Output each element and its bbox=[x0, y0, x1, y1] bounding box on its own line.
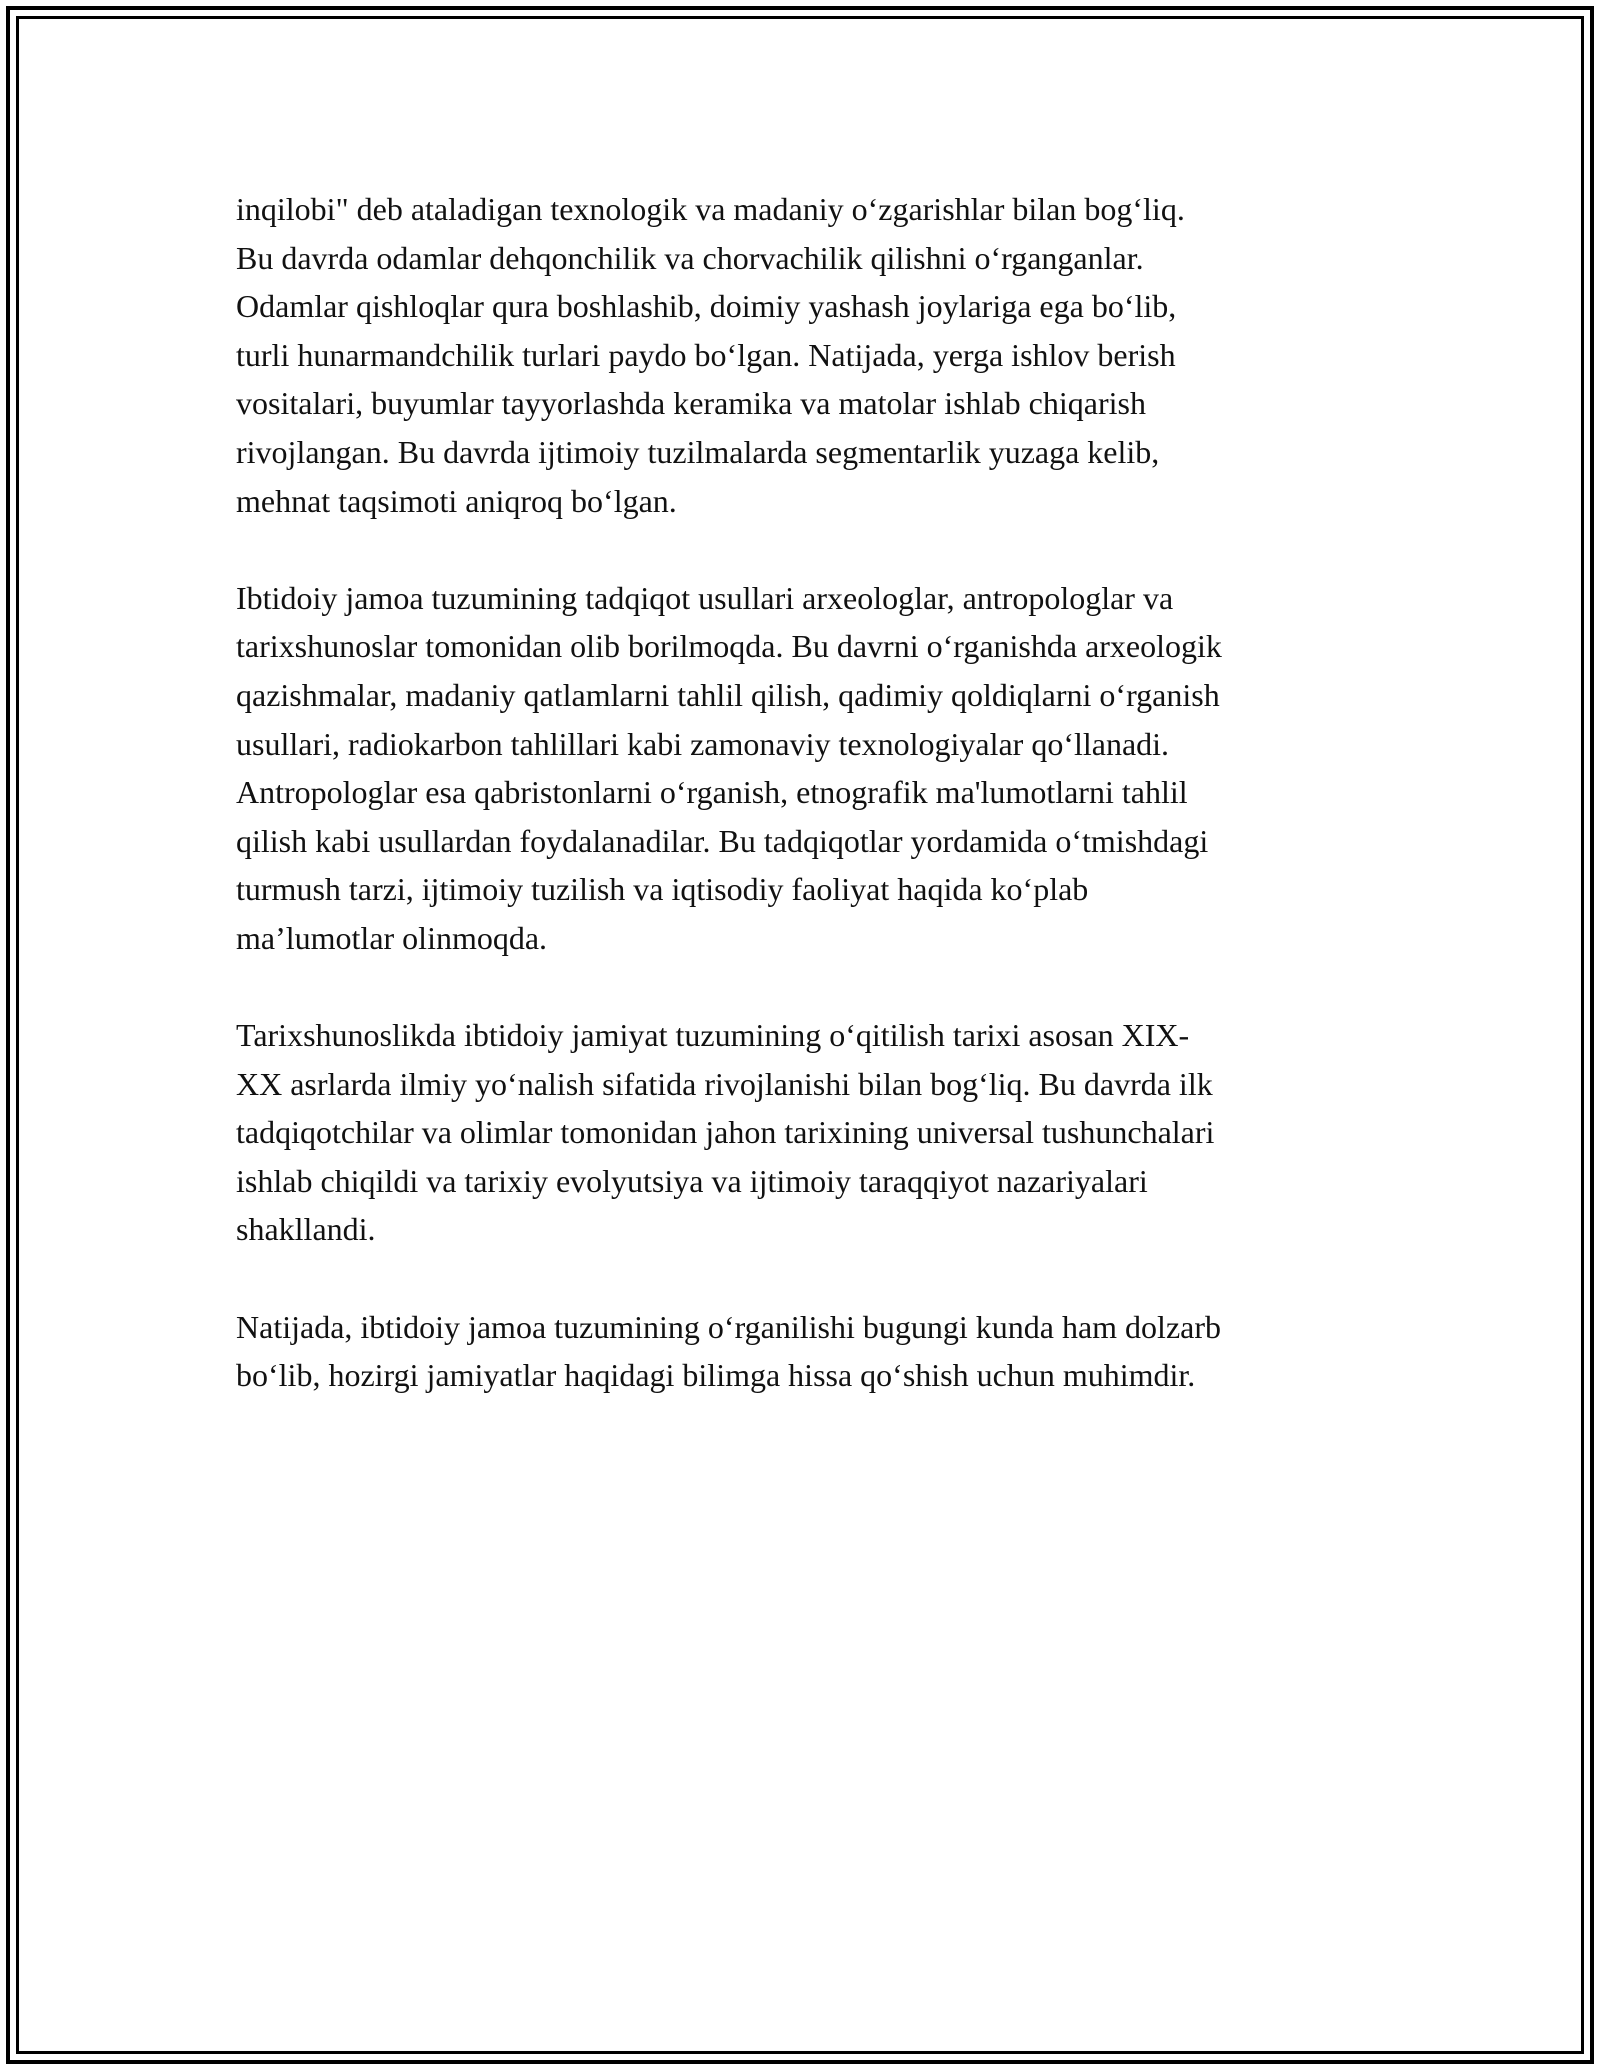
text-line: turmush tarzi, ijtimoiy tuzilish va iqtisodiy faoliyat haqida ko‘plab bbox=[236, 871, 1089, 908]
paragraph-4 bbox=[236, 1303, 1386, 1400]
text-line: bo‘lib, hozirgi jamiyatlar haqidagi bilimga hissa qo‘shish uchun muhimdir. bbox=[236, 1357, 1196, 1394]
text-line: Ibtidoiy jamoa tuzumining tadqiqot usullari arxeologlar, antropologlar va bbox=[236, 579, 1174, 616]
text-line: Antropologlar esa qabristonlarni o‘rganish, etnografik ma'lumotlarni tahlil bbox=[236, 774, 1188, 811]
text-line: Bu davrda odamlar dehqonchilik va chorvachilik qilishni o‘rganganlar. bbox=[236, 239, 1144, 276]
text-line: inqilobi" deb ataladigan texnologik va madaniy o‘zgarishlar bilan bog‘liq. bbox=[236, 191, 1185, 227]
text-line: mehnat taqsimoti aniqroq bo‘lgan. bbox=[236, 482, 677, 519]
text-line: qazishmalar, madaniy qatlamlarni tahlil qilish, qadimiy qoldiqlarni o‘rganish bbox=[236, 676, 1220, 713]
document-body bbox=[236, 185, 1386, 1448]
text-line: Natijada, ibtidoiy jamoa tuzumining o‘rganilishi bugungi kunda ham dolzarb bbox=[236, 1308, 1221, 1345]
text-line: vositalari, buyumlar tayyorlashda keramika va matolar ishlab chiqarish bbox=[236, 385, 1146, 422]
paragraph-2 bbox=[236, 574, 1386, 963]
text-line: Tarixshunoslikda ibtidoiy jamiyat tuzumining o‘qitilish tarixi asosan XIX- bbox=[236, 1017, 1190, 1054]
text-line: tadqiqotchilar va olimlar tomonidan jahon tarixining universal tushunchalari bbox=[236, 1114, 1215, 1151]
text-line: ma’lumotlar olinmoqda. bbox=[236, 919, 548, 956]
text-line: rivojlangan. Bu davrda ijtimoiy tuzilmalarda segmentarlik yuzaga kelib, bbox=[236, 433, 1160, 470]
text-line: usullari, radiokarbon tahlillari kabi zamonaviy texnologiyalar qo‘llanadi. bbox=[236, 725, 1170, 762]
text-line: XX asrlarda ilmiy yo‘nalish sifatida rivojlanishi bilan bog‘liq. Bu davrda ilk bbox=[236, 1065, 1213, 1102]
text-line: ishlab chiqildi va tarixiy evolyutsiya va ijtimoiy taraqqiyot nazariyalari bbox=[236, 1162, 1148, 1199]
text-line: Odamlar qishloqlar qura boshlashib, doimiy yashash joylariga ega bo‘lib, bbox=[236, 288, 1177, 325]
text-line: tarixshunoslar tomonidan olib borilmoqda. Bu davrni o‘rganishda arxeologik bbox=[236, 628, 1222, 665]
paragraph-3 bbox=[236, 1011, 1386, 1254]
paragraph-1 bbox=[236, 185, 1386, 525]
text-line: qilish kabi usullardan foydalanadilar. Bu tadqiqotlar yordamida o‘tmishdagi bbox=[236, 822, 1209, 859]
text-line: turli hunarmandchilik turlari paydo bo‘lgan. Natijada, yerga ishlov berish bbox=[236, 336, 1176, 373]
text-line: shakllandi. bbox=[236, 1211, 376, 1248]
